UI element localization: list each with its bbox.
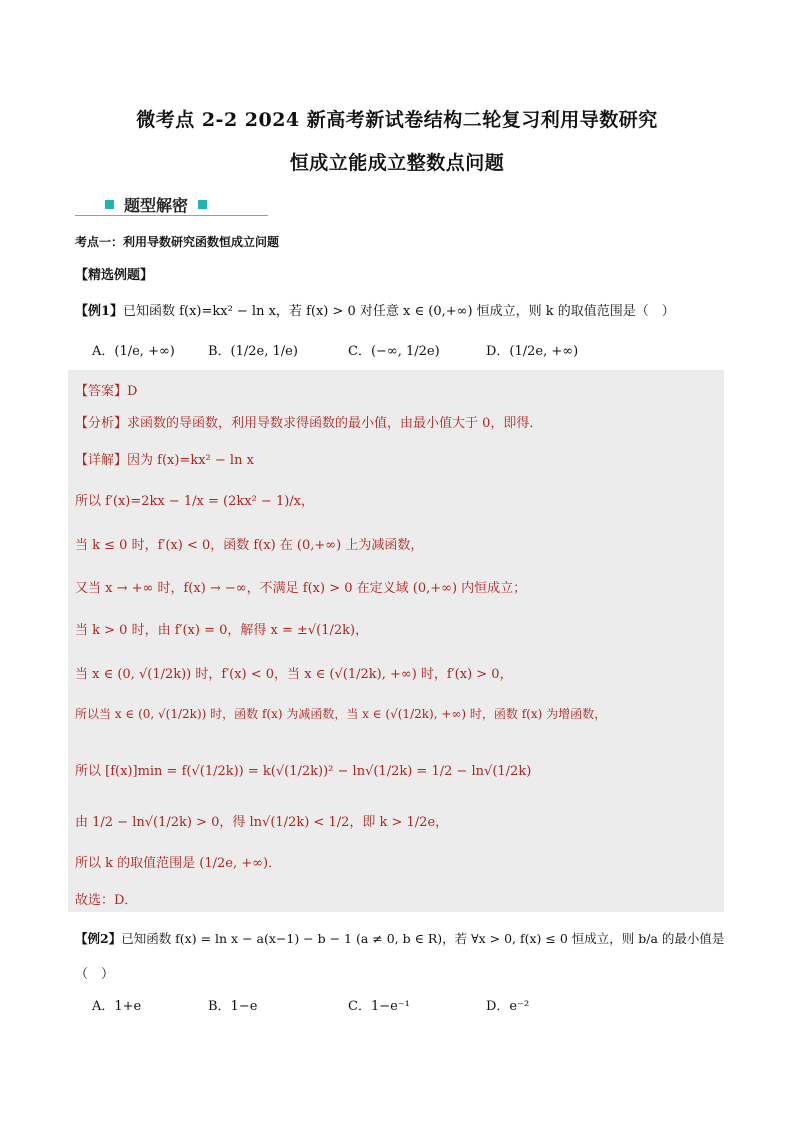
example2-question (75, 929, 724, 947)
example1-analysis (75, 412, 542, 431)
example1-option-b: B．(1/2e, 1/e) (208, 344, 298, 359)
example1-detail-line-6: 当 x ∈ (0, √(1/2k)) 时，f′(x) < 0，当 x ∈ (√(1/2k), +∞) 时，f′(x) > 0， (75, 667, 513, 682)
example1-option-d: D．(1/2e, +∞) (486, 344, 579, 359)
example1-detail-line-4: 又当 x → +∞ 时，f(x) → −∞，不满足 f(x) > 0 在定义域 (0,+∞) 内恒成立； (75, 581, 527, 596)
example1-detail-line-3: 当 k ≤ 0 时，f′(x) < 0，函数 f(x) 在 (0,+∞) 上为减函数， (75, 538, 424, 553)
example1-option-a: A．(1/e, +∞) (92, 344, 175, 359)
page-title-line1: 微考点 2-2 2024 新高考新试卷结构二轮复习利用导数研究 (136, 109, 658, 131)
section-label: 题型解密 (124, 196, 189, 215)
example2-option-b: B．1−e (208, 999, 258, 1014)
example1-stem: 已知函数 f(x)=kx² − ln x，若 f(x) > 0 对任意 x ∈ (0,+∞) 恒成立，则 k 的取值范围是（ ） (123, 304, 675, 319)
page-title-line2: 恒成立能成立整数点问题 (289, 152, 505, 174)
example1-question (75, 300, 675, 319)
example1-detail-line-2: 所以 f′(x)=2kx − 1/x = (2kx² − 1)/x， (75, 494, 315, 509)
example1-detail-line-11: 故选：D． (75, 893, 138, 908)
example1-answer: 【答案】D (75, 384, 138, 399)
topic-heading: 考点一：利用导数研究函数恒成立问题 (75, 235, 280, 249)
example2-stem-cont: （ ） (75, 967, 115, 982)
example2-option-d: D．e⁻² (486, 999, 530, 1014)
example2-option-c: C．1−e⁻¹ (348, 999, 410, 1014)
example1-tag: 【例1】 (75, 304, 124, 319)
example2-tag: 【例2】 (75, 931, 122, 946)
example1-option-c: C．(−∞, 1/2e) (348, 344, 440, 359)
example1-detail-line-8: 所以 [f(x)]min = f(√(1/2k)) = k(√(1/2k))² − ln√(1/2k) = 1/2 − ln√(1/2k) (75, 764, 532, 779)
example1-detail-line-7: 所以当 x ∈ (0, √(1/2k)) 时，函数 f(x) 为减函数，当 x ∈ (√(1/2k), +∞) 时，函数 f(x) 为增函数， (75, 707, 607, 721)
square-bullet-icon (105, 200, 114, 209)
section-divider (75, 215, 268, 216)
example1-detail-line-5: 当 k > 0 时，由 f′(x) = 0，解得 x = ±√(1/2k)， (75, 623, 369, 638)
section-heading (105, 193, 207, 216)
example1-detail-line-1 (75, 449, 254, 468)
analysis-tag: 【分析】 (75, 416, 128, 431)
detail-step-text: 因为 f(x)=kx² − ln x (127, 453, 254, 468)
example1-detail-line-9: 由 1/2 − ln√(1/2k) > 0，得 ln√(1/2k) < 1/2，即 k > 1/2e， (75, 815, 449, 830)
example2-stem: 已知函数 f(x) = ln x − a(x−1) − b − 1 (a ≠ 0, b ∈ R)，若 ∀x > 0, f(x) ≤ 0 恒成立，则 b/a 的最小值是 (121, 931, 725, 946)
detail-tag: 【详解】 (75, 453, 128, 468)
analysis-text: 求函数的导函数，利用导数求得函数的最小值，由最小值大于 0，即得． (127, 416, 543, 431)
example2-option-a: A．1+e (92, 999, 142, 1014)
example1-detail-line-10: 所以 k 的取值范围是 (1/2e, +∞)． (75, 856, 282, 871)
featured-heading: 【精选例题】 (75, 268, 154, 283)
square-bullet-icon (198, 200, 207, 209)
